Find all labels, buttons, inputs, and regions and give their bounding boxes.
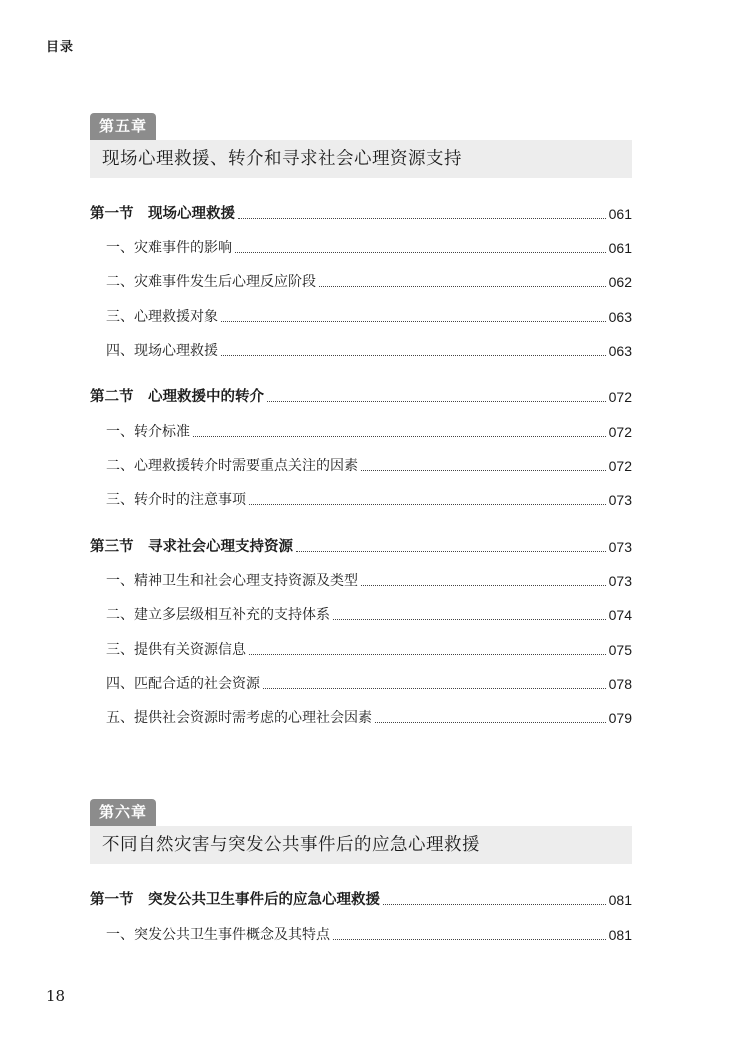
toc-item-label: 三、转介时的注意事项	[106, 492, 246, 508]
toc-page-number: 074	[608, 607, 632, 623]
toc-item-label: 三、提供有关资源信息	[106, 642, 246, 658]
toc-item-label: 二、灾难事件发生后心理反应阶段	[106, 274, 316, 290]
dot-leader	[221, 320, 606, 322]
toc-page-number: 075	[608, 642, 632, 658]
dot-leader	[296, 550, 606, 552]
page-number: 18	[46, 987, 66, 1005]
dot-leader	[319, 285, 606, 287]
toc-page-number: 061	[608, 240, 632, 256]
toc-item-label: 四、匹配合适的社会资源	[106, 676, 260, 692]
toc-item-entry[interactable]	[90, 271, 632, 293]
toc-section-entry[interactable]	[90, 889, 632, 911]
toc-item-label: 五、提供社会资源时需考虑的心理社会因素	[106, 710, 372, 726]
dot-leader	[383, 903, 606, 905]
dot-leader	[235, 251, 606, 253]
dot-leader	[361, 469, 606, 471]
chapter-6-header	[90, 799, 632, 864]
toc-item-label: 一、转介标准	[106, 424, 190, 440]
chapter-title: 不同自然灾害与突发公共事件后的应急心理救援	[90, 826, 632, 864]
dot-leader	[333, 938, 606, 940]
toc-page-number: 072	[608, 458, 632, 474]
chapter-title: 现场心理救援、转介和寻求社会心理资源支持	[90, 140, 632, 178]
chapter-tag: 第六章	[90, 799, 156, 826]
chapter-tag: 第五章	[90, 113, 156, 140]
toc-page-number: 061	[608, 206, 632, 222]
toc-page-number: 078	[608, 676, 632, 692]
toc-page-number: 062	[608, 274, 632, 290]
toc-item-label: 一、精神卫生和社会心理支持资源及类型	[106, 573, 358, 589]
toc-item-label: 一、突发公共卫生事件概念及其特点	[106, 927, 330, 943]
toc-page-number: 072	[608, 424, 632, 440]
toc-section-entry[interactable]	[90, 386, 632, 408]
toc-item-label: 三、心理救援对象	[106, 309, 218, 325]
toc-page-number: 079	[608, 710, 632, 726]
toc-section-entry[interactable]	[90, 536, 632, 558]
toc-section-entry[interactable]	[90, 203, 632, 225]
toc-page-number: 063	[608, 343, 632, 359]
toc-item-entry[interactable]	[90, 924, 632, 946]
toc-item-entry[interactable]	[90, 237, 632, 259]
toc-item-label: 二、心理救援转介时需要重点关注的因素	[106, 458, 358, 474]
toc-item-entry[interactable]	[90, 489, 632, 511]
dot-leader	[193, 435, 606, 437]
toc-item-label: 一、灾难事件的影响	[106, 240, 232, 256]
dot-leader	[361, 584, 606, 586]
toc-item-entry[interactable]	[90, 707, 632, 729]
dot-leader	[375, 721, 606, 723]
toc-item-entry[interactable]	[90, 570, 632, 592]
dot-leader	[238, 217, 606, 219]
dot-leader	[333, 618, 606, 620]
toc-page-number: 073	[608, 492, 632, 508]
running-head: 目录	[46, 40, 75, 55]
toc-item-label: 二、建立多层级相互补充的支持体系	[106, 607, 330, 623]
toc-page-number: 073	[608, 573, 632, 589]
dot-leader	[221, 354, 606, 356]
dot-leader	[249, 653, 606, 655]
toc-page-number: 073	[608, 539, 632, 555]
toc-item-entry[interactable]	[90, 639, 632, 661]
toc-page-number: 063	[608, 309, 632, 325]
toc-item-entry[interactable]	[90, 421, 632, 443]
toc-section-label: 第二节 心理救援中的转介	[90, 389, 264, 405]
toc-item-label: 四、现场心理救援	[106, 343, 218, 359]
toc-page-number: 081	[608, 892, 632, 908]
toc-page-number: 072	[608, 389, 632, 405]
toc-section-label: 第三节 寻求社会心理支持资源	[90, 539, 293, 555]
toc-section-label: 第一节 突发公共卫生事件后的应急心理救援	[90, 892, 380, 908]
dot-leader	[249, 503, 606, 505]
toc-item-entry[interactable]	[90, 673, 632, 695]
toc-item-entry[interactable]	[90, 306, 632, 328]
toc-item-entry[interactable]	[90, 340, 632, 362]
toc-item-entry[interactable]	[90, 455, 632, 477]
chapter-5-header	[90, 113, 632, 178]
toc-section-label: 第一节 现场心理救援	[90, 206, 235, 222]
toc-item-entry[interactable]	[90, 604, 632, 626]
dot-leader	[267, 400, 606, 402]
toc-page-number: 081	[608, 927, 632, 943]
dot-leader	[263, 687, 606, 689]
